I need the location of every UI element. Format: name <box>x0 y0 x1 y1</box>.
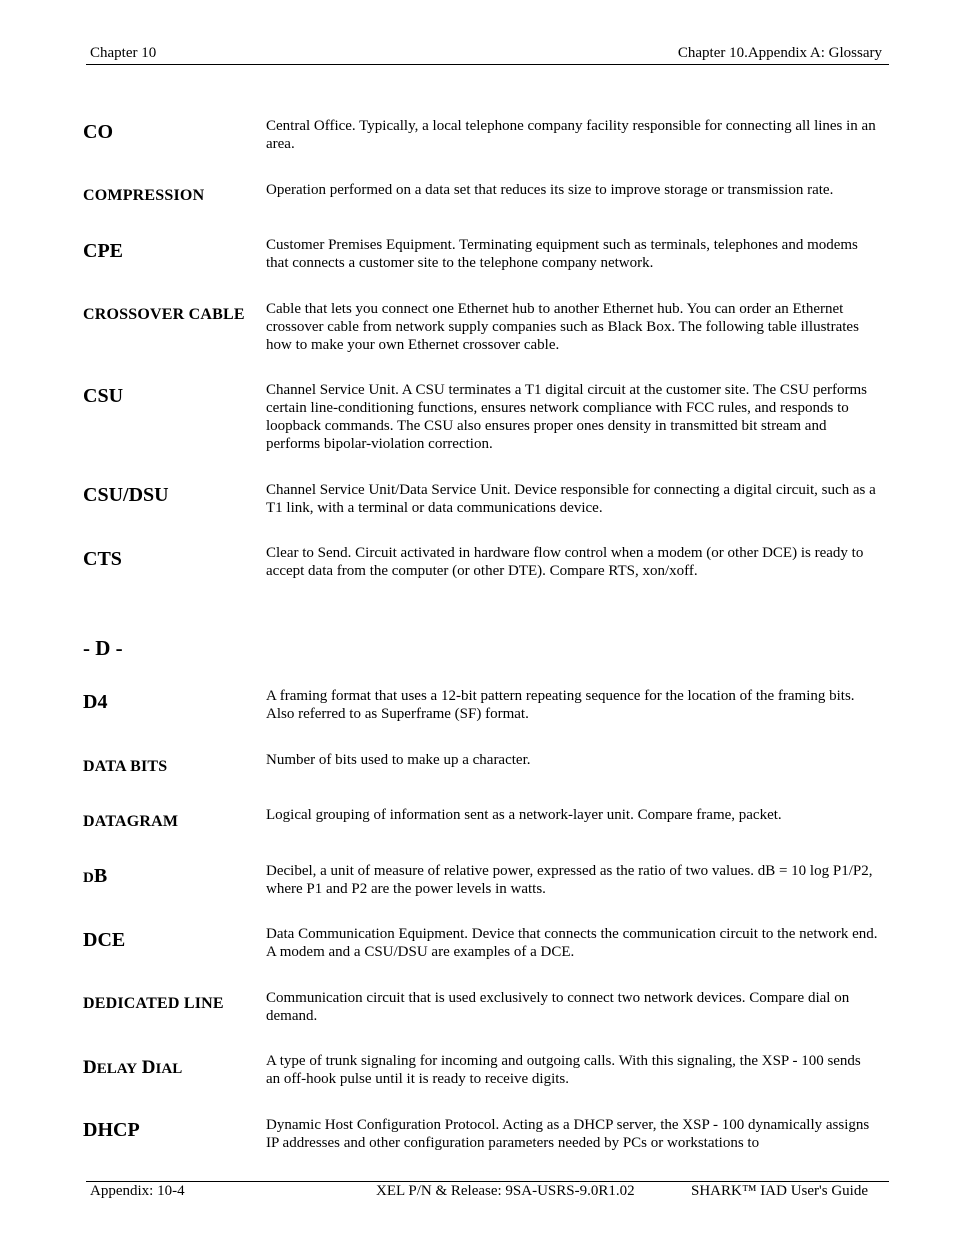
glossary-term: DCE <box>83 929 126 951</box>
glossary-definition: Data Communication Equipment. Device that connects the communication circuit to the network end. A modem and a CSU/DSU are examples of a DCE. <box>266 926 878 960</box>
glossary-definition: Dynamic Host Configuration Protocol. Acting as a DHCP server, the XSP - 100 dynamically assigns IP addresses and other configuration parameters needed by PCs or workstations to <box>266 1117 870 1151</box>
glossary-term: DELAY DIAL <box>83 1057 183 1078</box>
header-section-title: Chapter 10.Appendix A: Glossary <box>677 45 882 61</box>
glossary-term: CO <box>83 121 113 143</box>
glossary-definition: Number of bits used to make up a character. <box>266 752 531 768</box>
footer-page-number: Appendix: 10-4 <box>90 1183 185 1199</box>
glossary-term: CSU <box>83 385 124 407</box>
glossary-definition: Channel Service Unit/Data Service Unit. Device responsible for connecting a digital circuit, such as a T1 link, with a terminal or data communications device. <box>266 482 876 516</box>
glossary-term: CSU/DSU <box>83 484 169 506</box>
glossary-definition: Customer Premises Equipment. Terminating equipment such as terminals, telephones and modems that connects a customer site to the telephone company network. <box>266 237 858 271</box>
glossary-definition: Channel Service Unit. A CSU terminates a T1 digital circuit at the customer site. The CSU performs certain line-conditioning functions, ensures network compliance with FCC rules, and responds to loopback commands. The CSU also ensures proper ones density in transmitted bit stream and performs bipolar-violation correction. <box>266 382 867 452</box>
header-chapter: Chapter 10 <box>90 45 157 61</box>
glossary-term: DATA BITS <box>83 758 168 775</box>
glossary-term: DEDICATED LINE <box>83 995 224 1012</box>
glossary-definition: Decibel, a unit of measure of relative power, expressed as the ratio of two values. dB = 10 log P1/P2, where P1 and P2 are the power levels in watts. <box>266 863 873 897</box>
footer-rule <box>86 1181 889 1182</box>
glossary-definition: A framing format that uses a 12-bit pattern repeating sequence for the location of the framing bits. Also referred to as Superframe (SF) format. <box>266 688 855 722</box>
section-heading-d: - D - <box>83 636 123 660</box>
header-rule <box>86 64 889 65</box>
glossary-definition: Logical grouping of information sent as a network-layer unit. Compare frame, packet. <box>266 807 782 823</box>
footer-part-number: XEL P/N & Release: 9SA-USRS-9.0R1.02 <box>376 1183 635 1199</box>
glossary-term: DHCP <box>83 1119 140 1141</box>
glossary-term: COMPRESSION <box>83 187 205 204</box>
glossary-definition: Clear to Send. Circuit activated in hardware flow control when a modem (or other DCE) is ready to accept data from the computer (or other DTE). Compare RTS, xon/xoff. <box>266 545 864 579</box>
glossary-term: DB <box>83 865 108 887</box>
glossary-definition: Communication circuit that is used exclusively to connect two network devices. Compare dial on demand. <box>266 990 850 1024</box>
glossary-definition: Operation performed on a data set that reduces its size to improve storage or transmission rate. <box>266 182 834 198</box>
glossary-term: CROSSOVER CABLE <box>83 306 245 323</box>
glossary-definition: Central Office. Typically, a local telephone company facility responsible for connecting all lines in an area. <box>266 118 876 152</box>
glossary-definition: A type of trunk signaling for incoming and outgoing calls. With this signaling, the XSP - 100 sends an off-hook pulse until it is ready to receive digits. <box>266 1053 861 1087</box>
glossary-term: CTS <box>83 548 122 570</box>
footer-guide-title: SHARK™ IAD User's Guide <box>691 1183 868 1199</box>
glossary-term: CPE <box>83 240 123 262</box>
glossary-term: DATAGRAM <box>83 813 179 830</box>
glossary-definition: Cable that lets you connect one Ethernet hub to another Ethernet hub. You can order an Ethernet crossover cable from network supply companies such as Black Box. The following table illustrates how to make your own Ethernet crossover cable. <box>266 301 859 353</box>
glossary-term: D4 <box>83 691 108 713</box>
